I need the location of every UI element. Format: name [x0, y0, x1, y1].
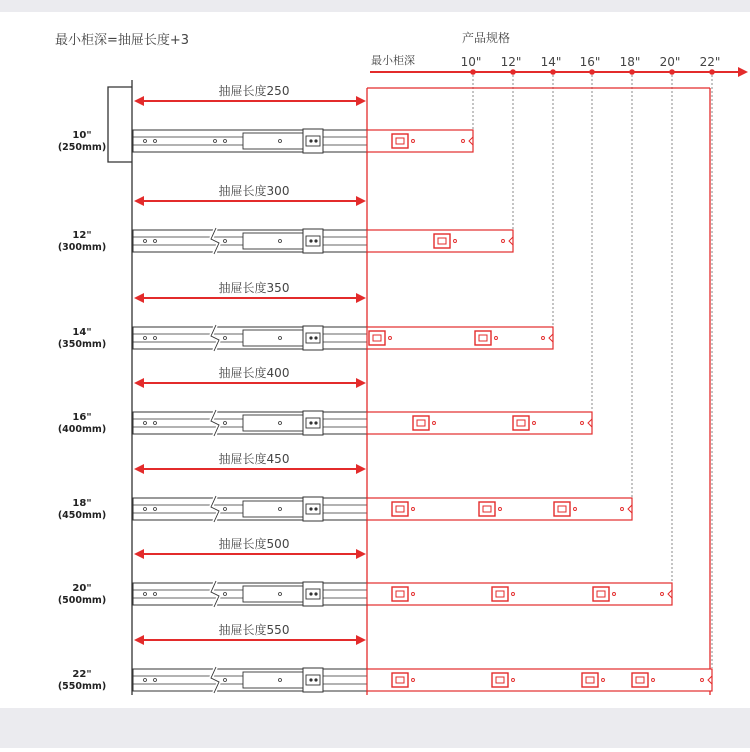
drawer-length-arrowhead-left [134, 635, 144, 645]
drawer-length-arrowhead-right [356, 549, 366, 559]
spec-title: 产品规格 [462, 31, 511, 45]
spec-size-label: 14" [540, 55, 562, 69]
drawer-length-label: 抽屉长度400 [218, 366, 290, 380]
slide-middle-rail [243, 133, 303, 149]
slide-bracket-hole [314, 239, 317, 242]
spec-size-label: 20" [659, 55, 681, 69]
slide-inner-member [367, 412, 592, 434]
slide-middle-rail [243, 330, 303, 346]
slide-row [58, 83, 473, 153]
spec-tick-dot [709, 69, 715, 75]
row-size-label: 12" [72, 230, 92, 241]
spec-tick-dot [669, 69, 675, 75]
drawer-length-arrowhead-left [134, 464, 144, 474]
slide-bracket-hole [314, 592, 317, 595]
drawer-length-arrowhead-right [356, 196, 366, 206]
slide-bracket-hole [309, 507, 312, 510]
spec-tick-dot [629, 69, 635, 75]
row-mm-label: (300mm) [57, 242, 107, 253]
slide-bracket-hole [309, 239, 312, 242]
row-mm-label: (450mm) [57, 510, 107, 521]
slide-row [58, 536, 672, 607]
bottom-band [0, 708, 750, 748]
spec-tick-dot [550, 69, 556, 75]
slide-rows [58, 83, 712, 693]
slide-middle-rail [243, 586, 303, 602]
drawer-length-label: 抽屉长度350 [218, 281, 290, 295]
drawer-length-label: 抽屉长度300 [218, 184, 290, 198]
drawer-length-arrowhead-left [134, 293, 144, 303]
row-mm-label: (350mm) [57, 339, 107, 350]
slide-bracket-hole [309, 336, 312, 339]
row-size-label: 22" [72, 669, 92, 680]
cabinet-front-panel [108, 87, 132, 162]
slide-inner-member [367, 327, 553, 349]
slide-middle-rail [243, 501, 303, 517]
slide-middle-rail [243, 415, 303, 431]
row-size-label: 20" [72, 583, 92, 594]
drawer-length-arrowhead-left [134, 549, 144, 559]
slide-row [58, 622, 712, 693]
row-size-label: 14" [72, 327, 92, 338]
row-mm-label: (250mm) [57, 142, 107, 153]
spec-axis-arrowhead [738, 67, 748, 77]
row-size-label: 18" [72, 498, 92, 509]
slide-row [58, 365, 592, 436]
spec-tick-dot [589, 69, 595, 75]
slide-row [58, 451, 632, 522]
drawer-length-arrowhead-left [134, 196, 144, 206]
spec-tick-dot [510, 69, 516, 75]
slide-bracket-hole [309, 139, 312, 142]
drawer-length-arrowhead-right [356, 635, 366, 645]
top-band [0, 0, 750, 12]
slide-middle-rail [243, 672, 303, 688]
slide-row [58, 183, 513, 254]
slide-inner-member [367, 130, 473, 152]
drawer-length-label: 抽屉长度450 [218, 452, 290, 466]
slide-inner-member [367, 669, 712, 691]
formula-text: 最小柜深=抽屉长度+3 [55, 33, 190, 48]
row-size-label: 16" [72, 412, 92, 423]
spec-size-label: 10" [460, 55, 482, 69]
slide-bracket-hole [309, 592, 312, 595]
slide-middle-rail [243, 233, 303, 249]
drawer-length-label: 抽屉长度250 [218, 84, 290, 98]
slide-inner-member [367, 583, 672, 605]
drawer-length-arrowhead-left [134, 96, 144, 106]
slide-bracket-hole [314, 507, 317, 510]
drawer-length-arrowhead-right [356, 378, 366, 388]
drawer-length-arrowhead-left [134, 378, 144, 388]
slide-bracket-hole [314, 139, 317, 142]
min-depth-label: 最小柜深 [371, 54, 415, 67]
spec-size-label: 12" [500, 55, 522, 69]
drawer-length-label: 抽屉长度500 [218, 537, 290, 551]
spec-tick-dot [470, 69, 476, 75]
drawer-length-arrowhead-right [356, 293, 366, 303]
slide-bracket-hole [309, 421, 312, 424]
spec-size-label: 16" [579, 55, 601, 69]
row-mm-label: (400mm) [57, 424, 107, 435]
spec-size-label: 22" [699, 55, 721, 69]
spec-size-label: 18" [619, 55, 641, 69]
row-mm-label: (500mm) [57, 595, 107, 606]
drawer-length-arrowhead-right [356, 96, 366, 106]
row-mm-label: (550mm) [57, 681, 107, 692]
row-size-label: 10" [72, 130, 92, 141]
drawer-length-arrowhead-right [356, 464, 366, 474]
slide-bracket-hole [309, 678, 312, 681]
slide-inner-member [367, 498, 632, 520]
slide-bracket-hole [314, 678, 317, 681]
slide-bracket-hole [314, 421, 317, 424]
slide-bracket-hole [314, 336, 317, 339]
drawer-length-label: 抽屉长度550 [218, 623, 290, 637]
